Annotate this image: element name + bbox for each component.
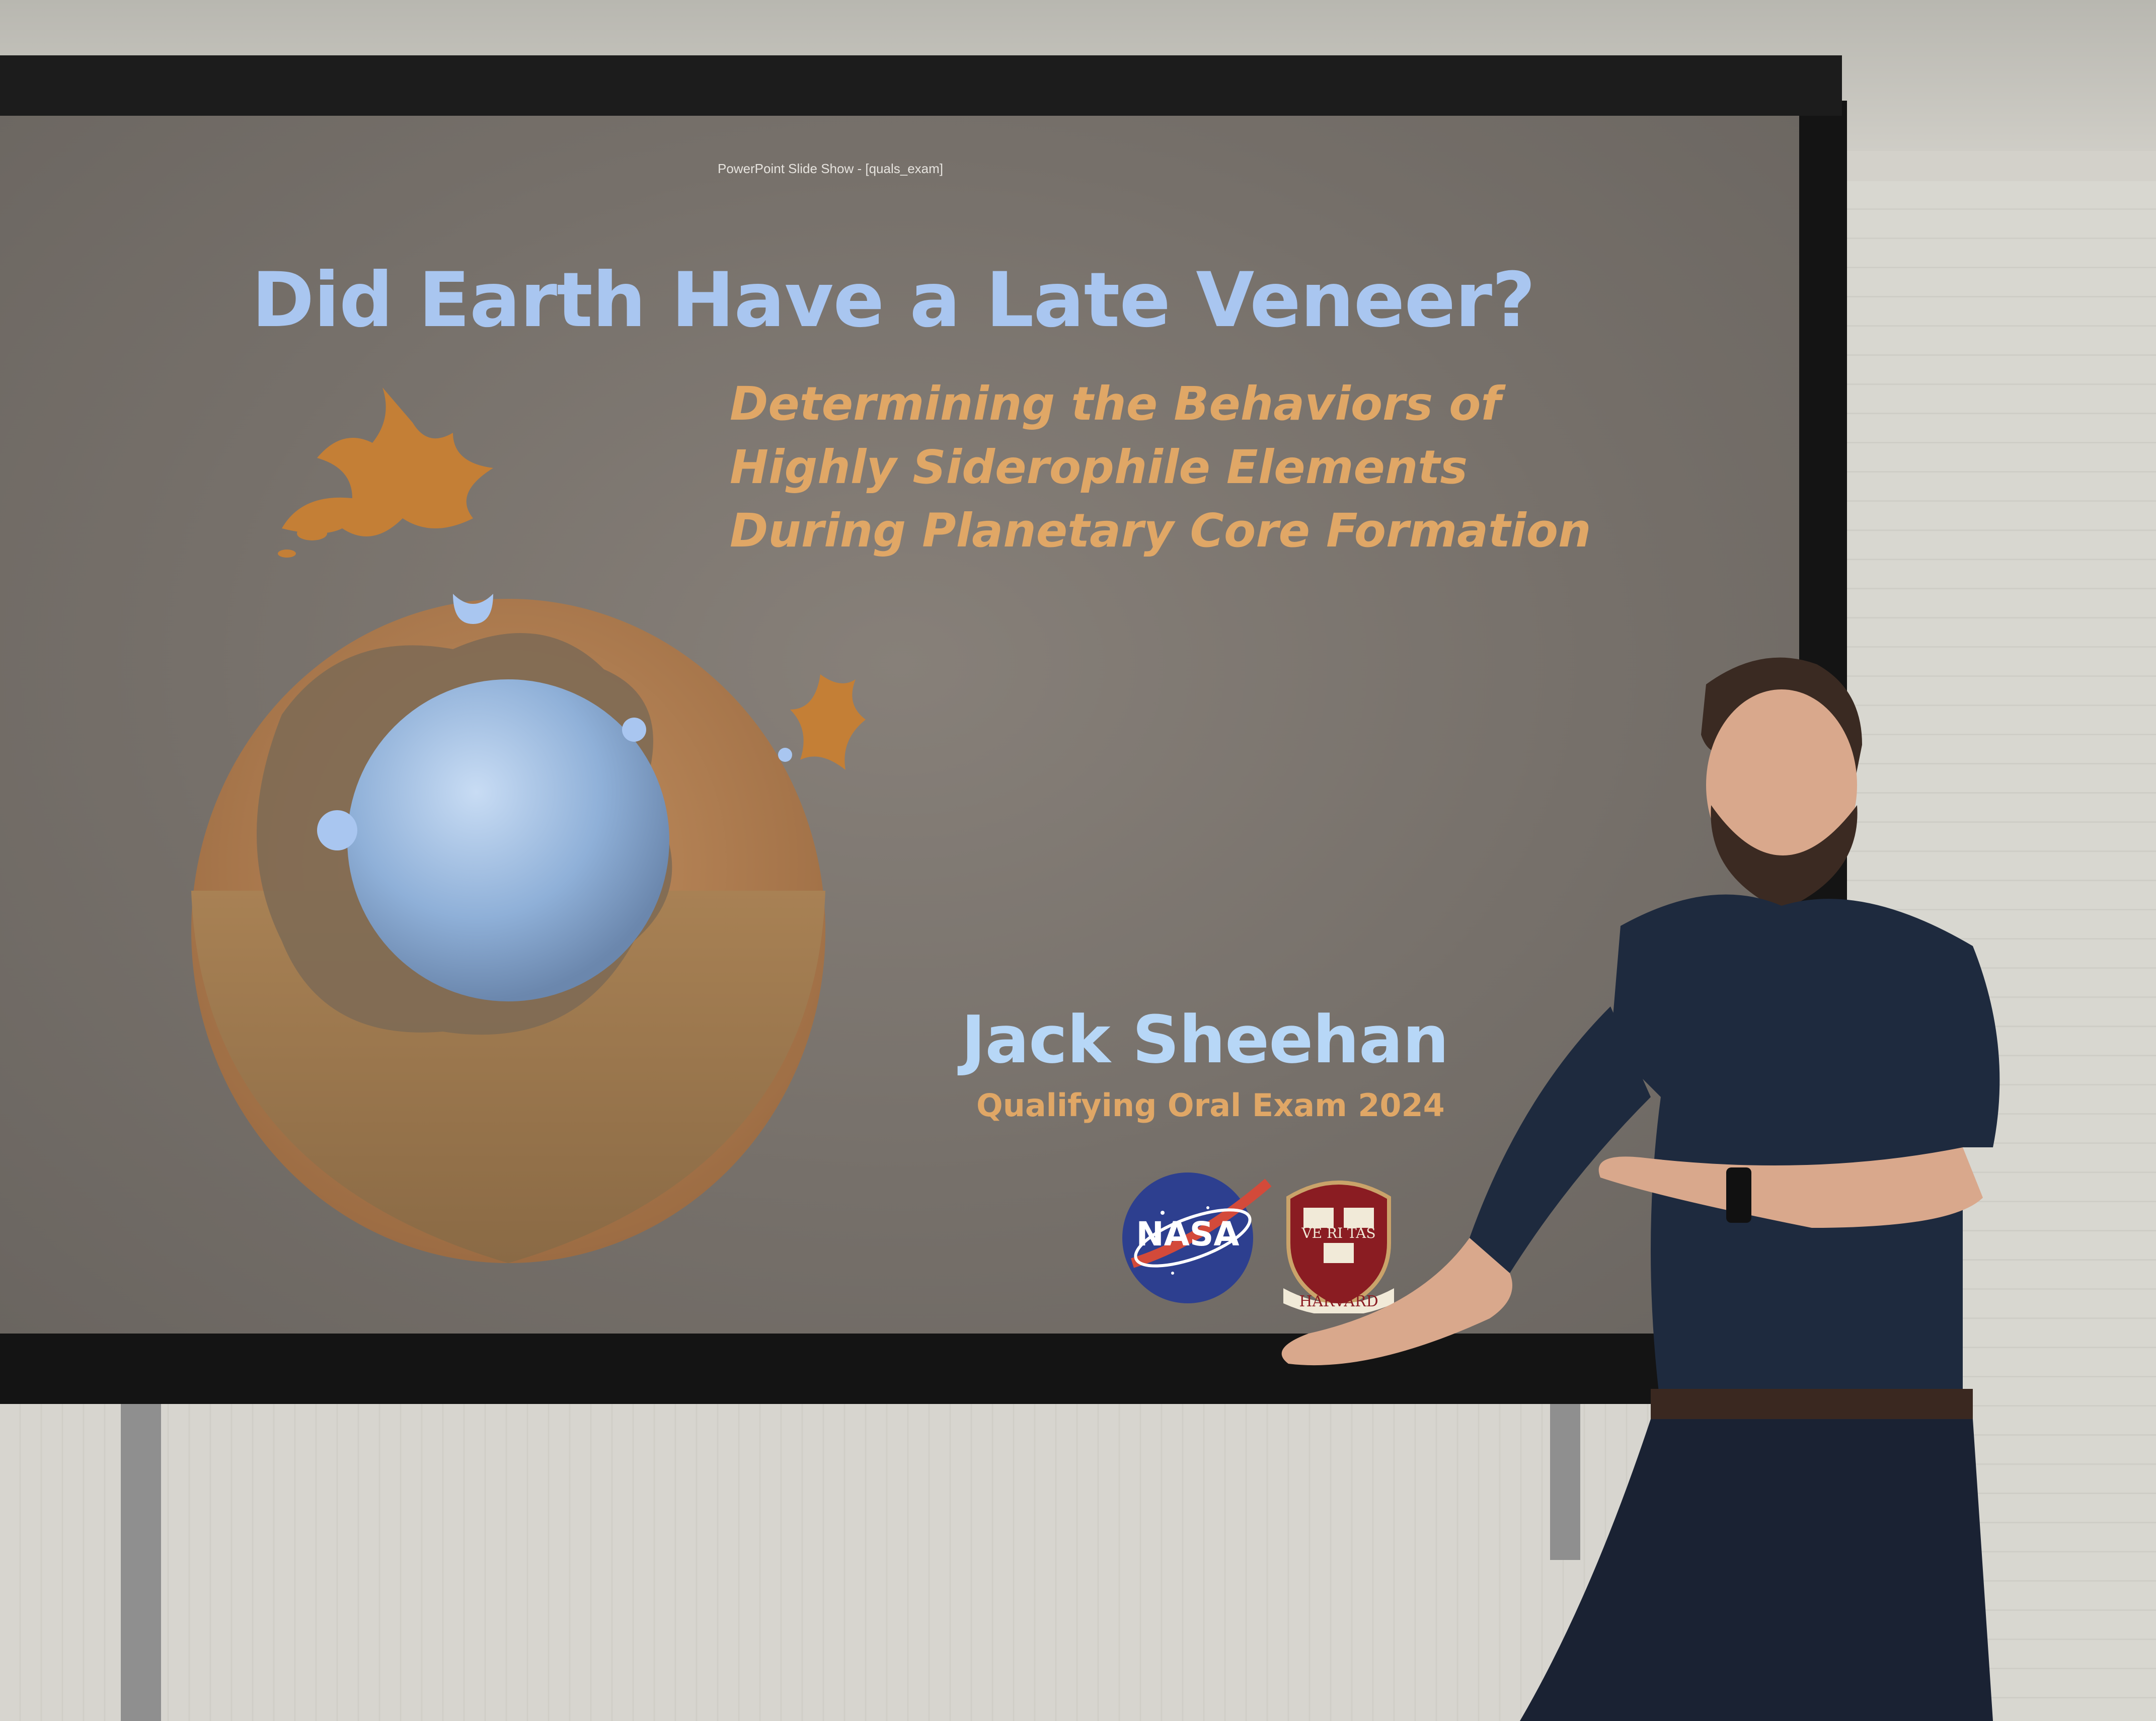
planet-core-illustration: [191, 387, 906, 1288]
subtitle-line-1: Determining the Behaviors of: [730, 377, 1501, 431]
harvard-motto: VE RI TAS: [1301, 1225, 1376, 1241]
belt: [1651, 1389, 1973, 1419]
screen-bracket-left: [121, 1359, 161, 1721]
slideshow-window-title: PowerPoint Slide Show - [quals_exam]: [717, 161, 943, 176]
screen-housing: [0, 55, 1842, 116]
presenter-person: [1208, 644, 2156, 1721]
presenter-name: Jack Sheehan: [961, 1001, 1449, 1078]
nasa-wordmark: NASA: [1136, 1215, 1240, 1254]
subtitle-line-2: Highly Siderophile Elements: [730, 440, 1468, 494]
pants: [1520, 1419, 1993, 1721]
subtitle-line-3: During Planetary Core Formation: [730, 504, 1591, 558]
slide-title: Did Earth Have a Late Veneer?: [252, 257, 1535, 344]
watch: [1726, 1167, 1751, 1223]
event-label: Qualifying Oral Exam 2024: [976, 1087, 1445, 1124]
face: [1706, 689, 1858, 911]
harvard-ribbon-text: HARVARD: [1299, 1293, 1378, 1310]
shirt: [1470, 895, 1999, 1410]
planet-core: [347, 679, 669, 1001]
